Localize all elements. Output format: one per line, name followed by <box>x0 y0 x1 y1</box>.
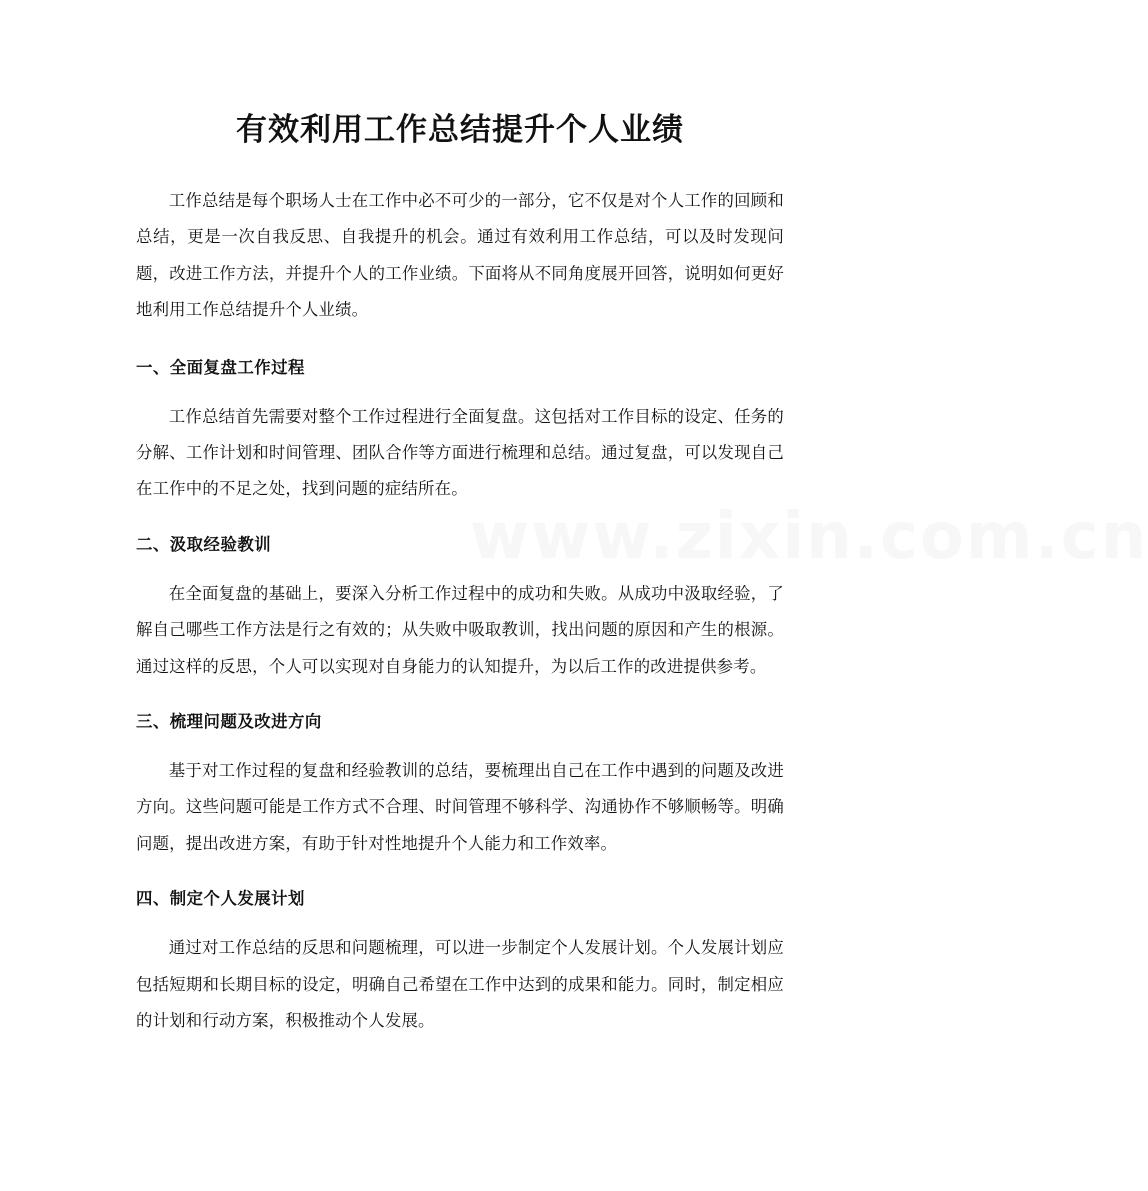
section-body-3: 基于对工作过程的复盘和经验教训的总结，要梳理出自己在工作中遇到的问题及改进方向。这些问题可能是工作方式不合理、时间管理不够科学、沟通协作不够顺畅等。明确问题，提出改进方案，有助于针对性地提升个人能力和工作效率。 <box>136 761 784 853</box>
document-title: 有效利用工作总结提升个人业绩 <box>236 112 684 148</box>
document-body <box>136 183 784 1040</box>
section-body-1: 工作总结首先需要对整个工作过程进行全面复盘。这包括对工作目标的设定、任务的分解、工作计划和时间管理、团队合作等方面进行梳理和总结。通过复盘，可以发现自己在工作中的不足之处，找到问题的症结所在。 <box>136 406 784 499</box>
section-body-4: 通过对工作总结的反思和问题梳理，可以进一步制定个人发展计划。个人发展计划应包括短期和长期目标的设定，明确自己希望在工作中达到的成果和能力。同时，制定相应的计划和行动方案，积极推动个人发展。 <box>136 938 784 1031</box>
intro-paragraph: 工作总结是每个职场人士在工作中必不可少的一部分，它不仅是对个人工作的回顾和总结，更是一次自我反思、自我提升的机会。通过有效利用工作总结，可以及时发现问题，改进工作方法，并提升个人的工作业绩。下面将从不同角度展开回答，说明如何更好地利用工作总结提升个人业绩。 <box>136 191 784 320</box>
watermark: www.zixin.com.cn <box>470 500 1148 574</box>
section-heading-3: 三、梳理问题及改进方向 <box>136 712 322 732</box>
section-heading-4: 四、制定个人发展计划 <box>136 889 305 909</box>
section-heading-1: 一、全面复盘工作过程 <box>136 357 305 377</box>
section-body-2: 在全面复盘的基础上，要深入分析工作过程中的成功和失败。从成功中汲取经验，了解自己哪些工作方法是行之有效的；从失败中吸取教训，找出问题的原因和产生的根源。通过这样的反思，个人可以实现对自身能力的认知提升，为以后工作的改进提供参考。 <box>136 583 784 676</box>
section-heading-2: 二、汲取经验教训 <box>136 534 272 554</box>
